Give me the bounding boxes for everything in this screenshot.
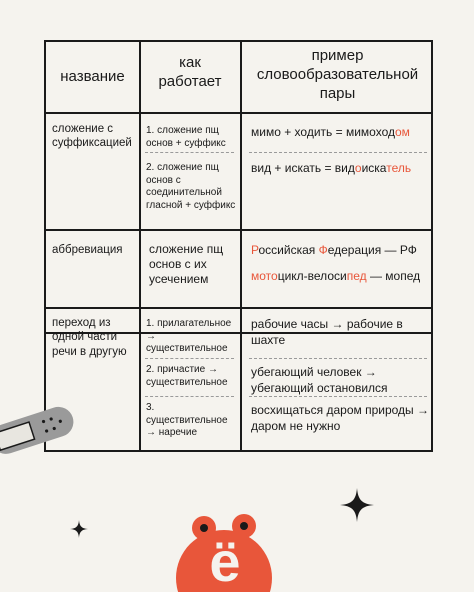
word-formation-table-lower: [44, 306, 433, 452]
row3-method-3: 3. существительное → наречие: [146, 402, 228, 438]
header-name: название: [60, 68, 125, 85]
row1-name: сложение с суффиксацией: [52, 123, 132, 150]
row3-example-3: восхищаться даром природы → даром не нужно: [251, 403, 430, 434]
dashed-separator: [145, 358, 234, 359]
sparkle-icon: [340, 488, 374, 522]
row1-example-2: вид + искать = видоискатель: [251, 161, 412, 175]
row3-method-1: 1. прилагательное → существительное: [146, 318, 232, 354]
row-divider: [46, 229, 431, 231]
row1-method-1: 1. сложение пщ основ + суффикс: [146, 125, 226, 149]
row2-name: аббревиация: [52, 244, 123, 256]
sparkle-icon: [70, 520, 88, 538]
header-example: пример словообразовательной пары: [256, 47, 419, 102]
column-divider: [139, 42, 141, 332]
row3-method-2: 2. причастие → существительное: [146, 364, 228, 388]
column-divider: [240, 42, 242, 332]
dashed-separator: [249, 396, 427, 397]
column-divider: [240, 306, 242, 450]
row2-example-1: Российская Федерация — РФ: [251, 243, 417, 257]
row1-method-2: 2. сложение пщ основ с соединительной гласной + суффикс: [146, 162, 236, 211]
row3-example-2: убегающий человек → убегающий остановился: [251, 365, 388, 396]
header-method: как работает: [158, 54, 222, 90]
dashed-separator: [145, 152, 234, 153]
dashed-separator: [145, 396, 234, 397]
dashed-separator: [249, 152, 427, 153]
bandage-icon: [0, 395, 80, 465]
row2-method: сложение пщ основ с их усечением: [149, 242, 224, 286]
word-formation-table: [44, 40, 433, 334]
row2-example-2: мотоцикл-велосипед — мопед: [251, 269, 421, 283]
row3-example-1: рабочие часы → рабочие в шахте: [251, 317, 403, 348]
column-divider: [139, 306, 141, 450]
row3-name: переход из одной части речи в другую: [52, 317, 127, 358]
dashed-separator: [249, 358, 427, 359]
mascot: [170, 512, 280, 592]
row-divider: [46, 112, 431, 114]
row1-example-1: мимо + ходить = мимоходом: [251, 125, 410, 139]
mascot-letter: ё: [209, 530, 241, 592]
